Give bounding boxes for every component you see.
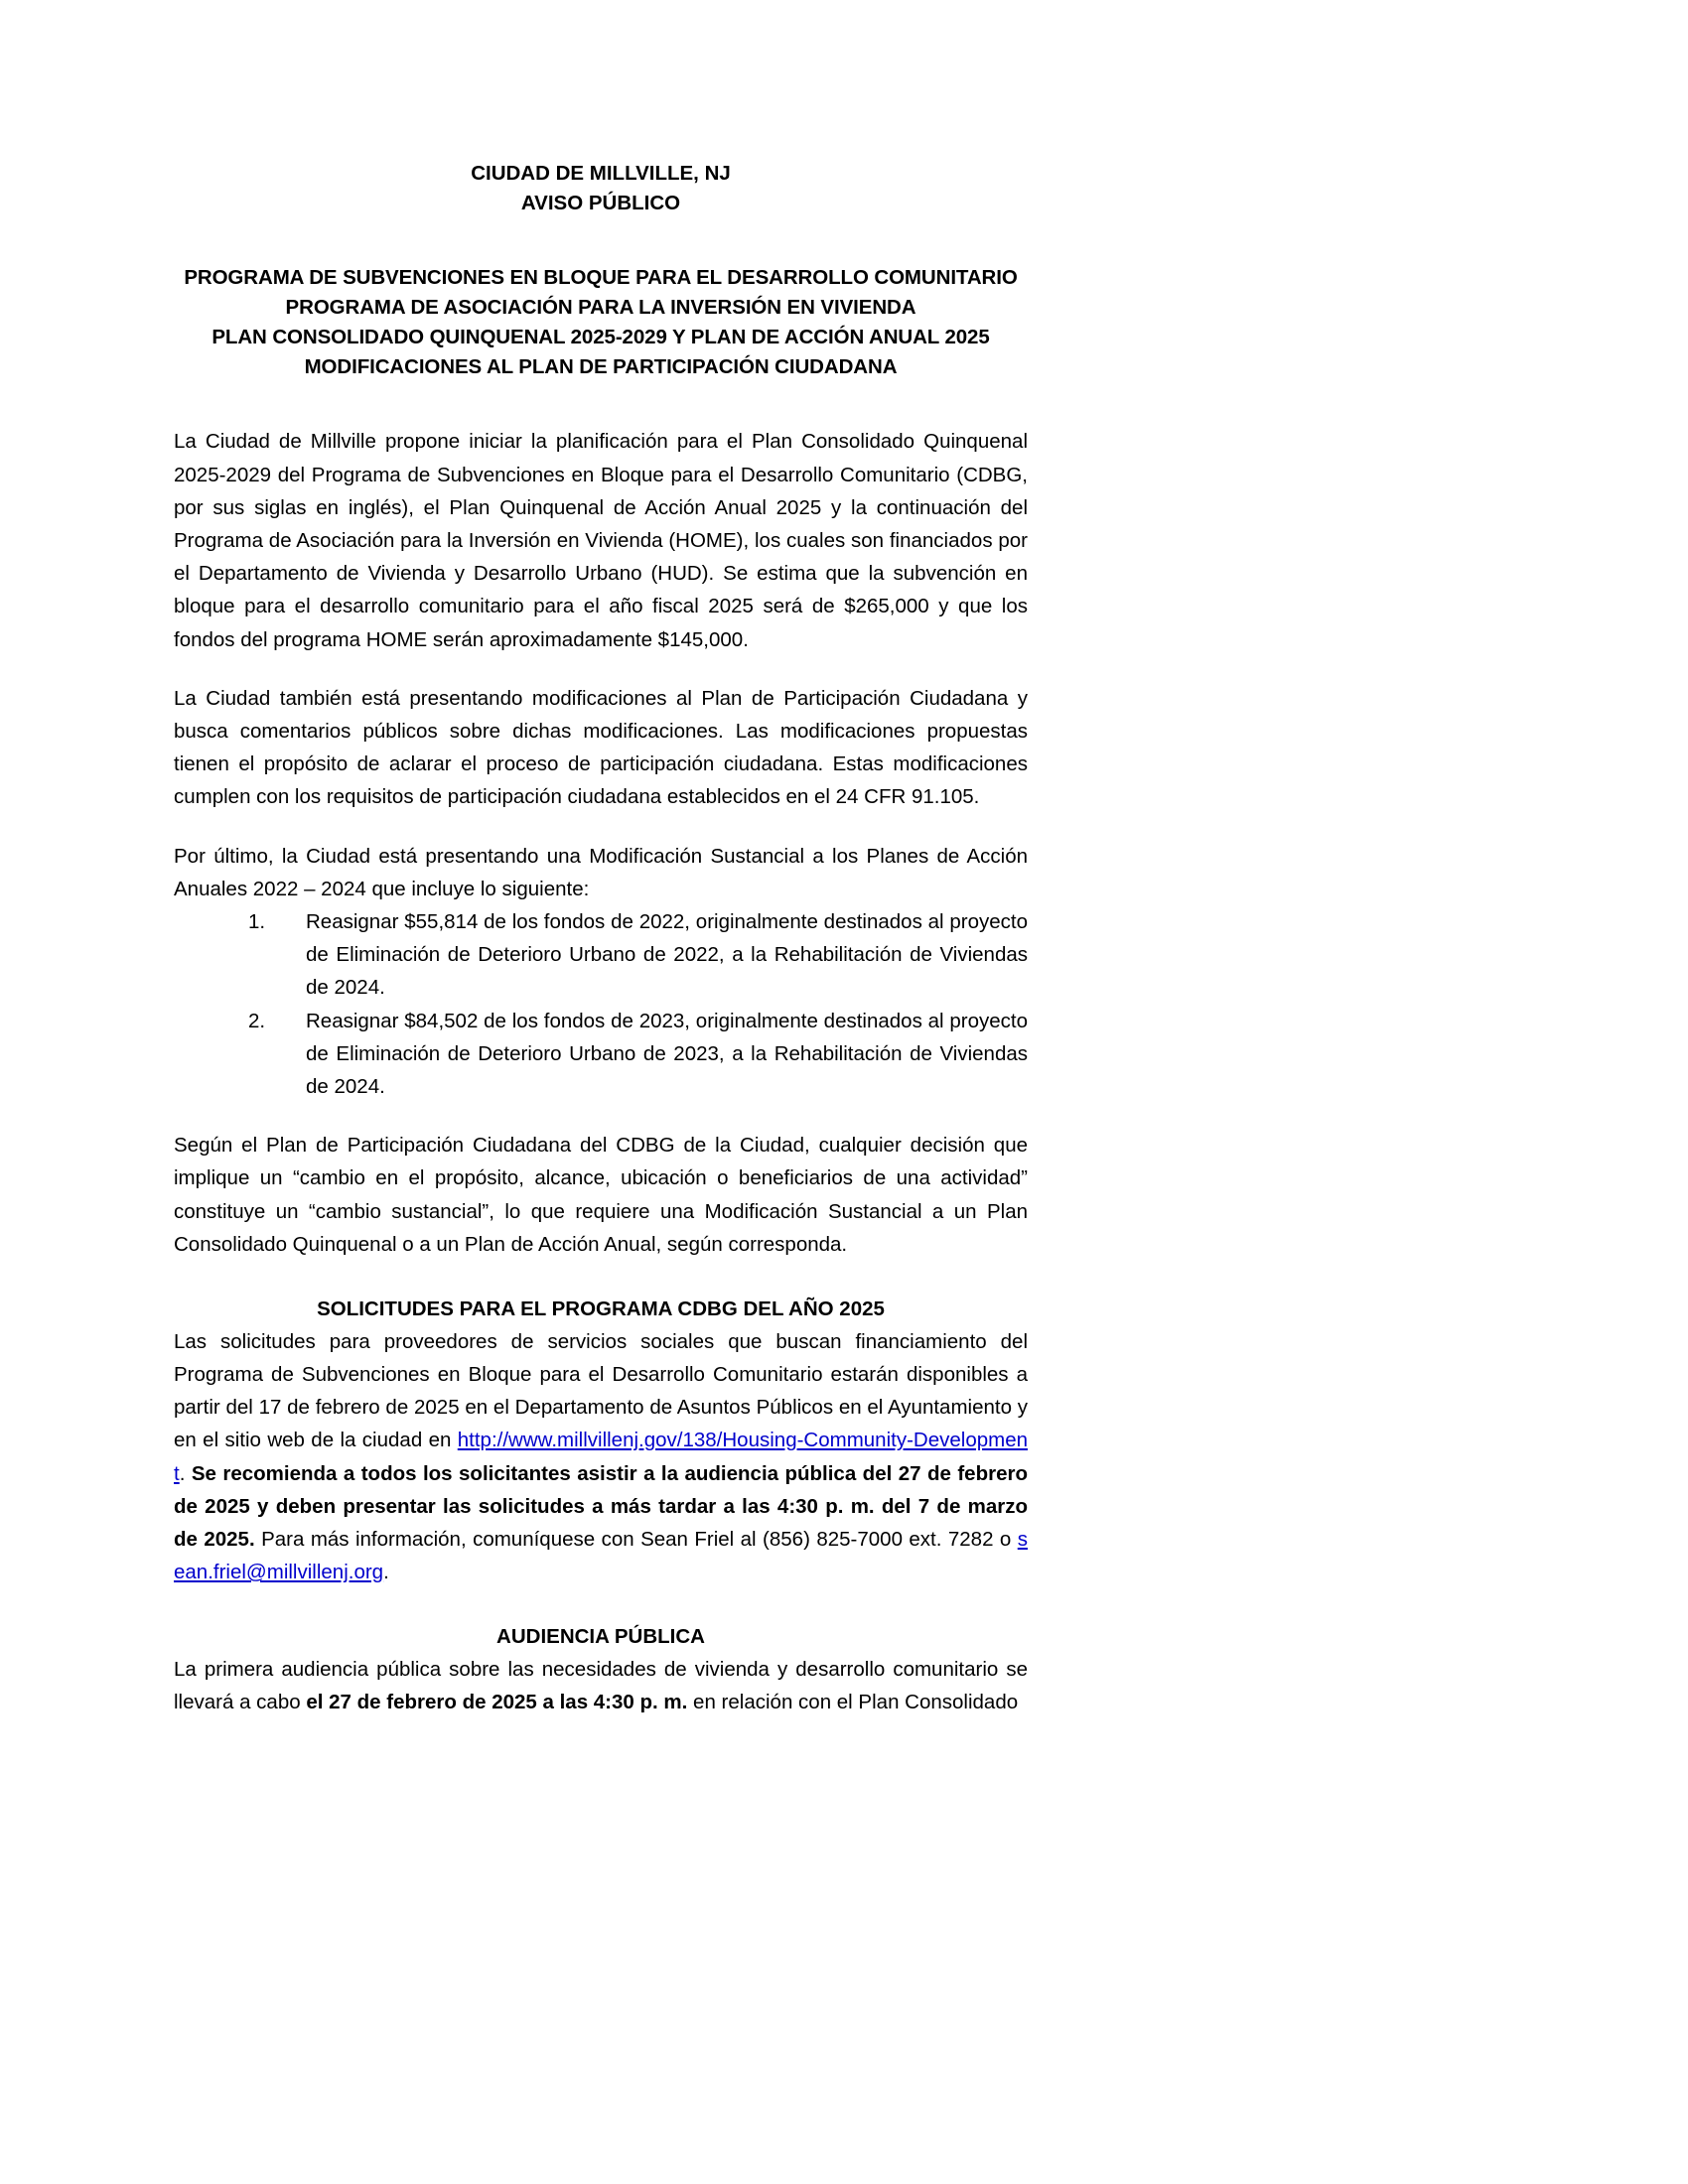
hearing-bold-date: el 27 de febrero de 2025 a las 4:30 p. m.	[306, 1691, 688, 1714]
title-line-consolidated-plan: PLAN CONSOLIDADO QUINQUENAL 2025-2029 Y PLAN DE ACCIÓN ANUAL 2025	[211, 325, 990, 348]
title-line-home: PROGRAMA DE ASOCIACIÓN PARA LA INVERSIÓN EN VIVIENDA	[285, 296, 916, 320]
hearing-text-after-date: en relación con el Plan Consolidado	[687, 1691, 1019, 1714]
paragraph-public-hearing	[174, 1653, 1028, 1718]
applications-text-before-link: Las solicitudes para proveedores de servicios sociales que buscan financiamiento del Programa de Subvenciones en Bloque para el Desarrollo Comunitario estarán disponibles a partir del 17 de febrero de 2025 en el Departamento de Asuntos Públicos en el Ayuntamiento y en el sitio web de la ciudad en	[174, 1329, 1028, 1452]
list-item	[174, 1005, 1028, 1104]
hearing-text-before-date: La primera audiencia pública sobre las necesidades de vivienda y desarrollo comunitario se llevará a cabo	[174, 1658, 1028, 1714]
sean-friel-email-link[interactable]: sean.friel@millvillenj.org	[174, 1527, 1028, 1584]
list-item	[174, 905, 1028, 1005]
city-name-line: CIUDAD DE MILLVILLE, NJ	[471, 162, 731, 185]
paragraph-intro: La Ciudad de Millville propone iniciar la planificación para el Plan Consolidado Quinquenal 2025-2029 del Programa de Subvenciones en Bloque para el Desarrollo Comunitario (CDBG, por sus siglas en inglés), el Plan Quinquenal de Acción Anual 2025 y la continuación del Programa de Asociación para la Inversión en Vivienda (HOME), los cuales son financiados por el Departamento de Vivienda y Desarrollo Urbano (HUD). Se estima que la subvención en bloque para el desarrollo comunitario para el año fiscal 2025 será de $265,000 y que los fondos del programa HOME serán aproximadamente $145,000.	[174, 430, 1028, 651]
amendment-list	[174, 905, 1028, 1103]
applications-contact-trailing: .	[383, 1561, 389, 1584]
title-line-amendments: MODIFICACIONES AL PLAN DE PARTICIPACIÓN CIUDADANA	[304, 354, 898, 378]
applications-contact-text: Para más información, comuníquese con Sean Friel al (856) 825-7000 ext. 7282 o	[254, 1527, 1018, 1551]
paragraph-substantial-amendment-intro: Por último, la Ciudad está presentando una Modificación Sustancial a los Planes de Acción Anuales 2022 – 2024 que incluye lo siguiente:	[174, 844, 1028, 900]
paragraph-citizen-participation: La Ciudad también está presentando modificaciones al Plan de Participación Ciudadana y busca comentarios públicos sobre dichas modificaciones. Las modificaciones propuestas tienen el propósito de aclarar el proceso de participación ciudadana. Estas modificaciones cumplen con los requisitos de participación ciudadana establecidos en el 24 CFR 91.105.	[174, 686, 1028, 809]
list-item-text: Reasignar $84,502 de los fondos de 2023, originalmente destinados al proyecto de Eliminación de Deterioro Urbano de 2023, a la Rehabilitación de Viviendas de 2024.	[306, 1009, 1028, 1098]
applications-section-heading: SOLICITUDES PARA EL PROGRAMA CDBG DEL AÑO 2025	[317, 1297, 885, 1320]
paragraph-substantial-change-definition: Según el Plan de Participación Ciudadana del CDBG de la Ciudad, cualquier decisión que implique un “cambio en el propósito, alcance, ubicación o beneficiarios de una actividad” constituye un “cambio sustancial”, lo que requiere una Modificación Sustancial a un Plan Consolidado Quinquenal o a un Plan de Acción Anual, según corresponda.	[174, 1134, 1028, 1256]
housing-community-development-link[interactable]: http://www.millvillenj.gov/138/Housing-Community-Development	[174, 1429, 1028, 1485]
document-body	[174, 159, 1028, 1718]
applications-link-trailing-period: .	[179, 1461, 192, 1485]
public-notice-line: AVISO PÚBLICO	[520, 191, 681, 214]
document-title	[174, 263, 1028, 381]
list-item-text: Reasignar $55,814 de los fondos de 2022, originalmente destinados al proyecto de Eliminación de Deterioro Urbano de 2022, a la Rehabilitación de Viviendas de 2024.	[306, 909, 1028, 1000]
public-hearing-section-heading: AUDIENCIA PÚBLICA	[496, 1625, 705, 1649]
title-line-cdbg: PROGRAMA DE SUBVENCIONES EN BLOQUE PARA EL DESARROLLO COMUNITARIO	[184, 266, 1018, 290]
applications-bold-recommendation: Se recomienda a todos los solicitantes asistir a la audiencia pública del 27 de febrero de 2025 y deben presentar las solicitudes a más tardar a las 4:30 p. m. del 7 de marzo de 2025.	[174, 1461, 1028, 1551]
organization-header	[174, 159, 1028, 217]
paragraph-applications	[174, 1325, 1028, 1589]
